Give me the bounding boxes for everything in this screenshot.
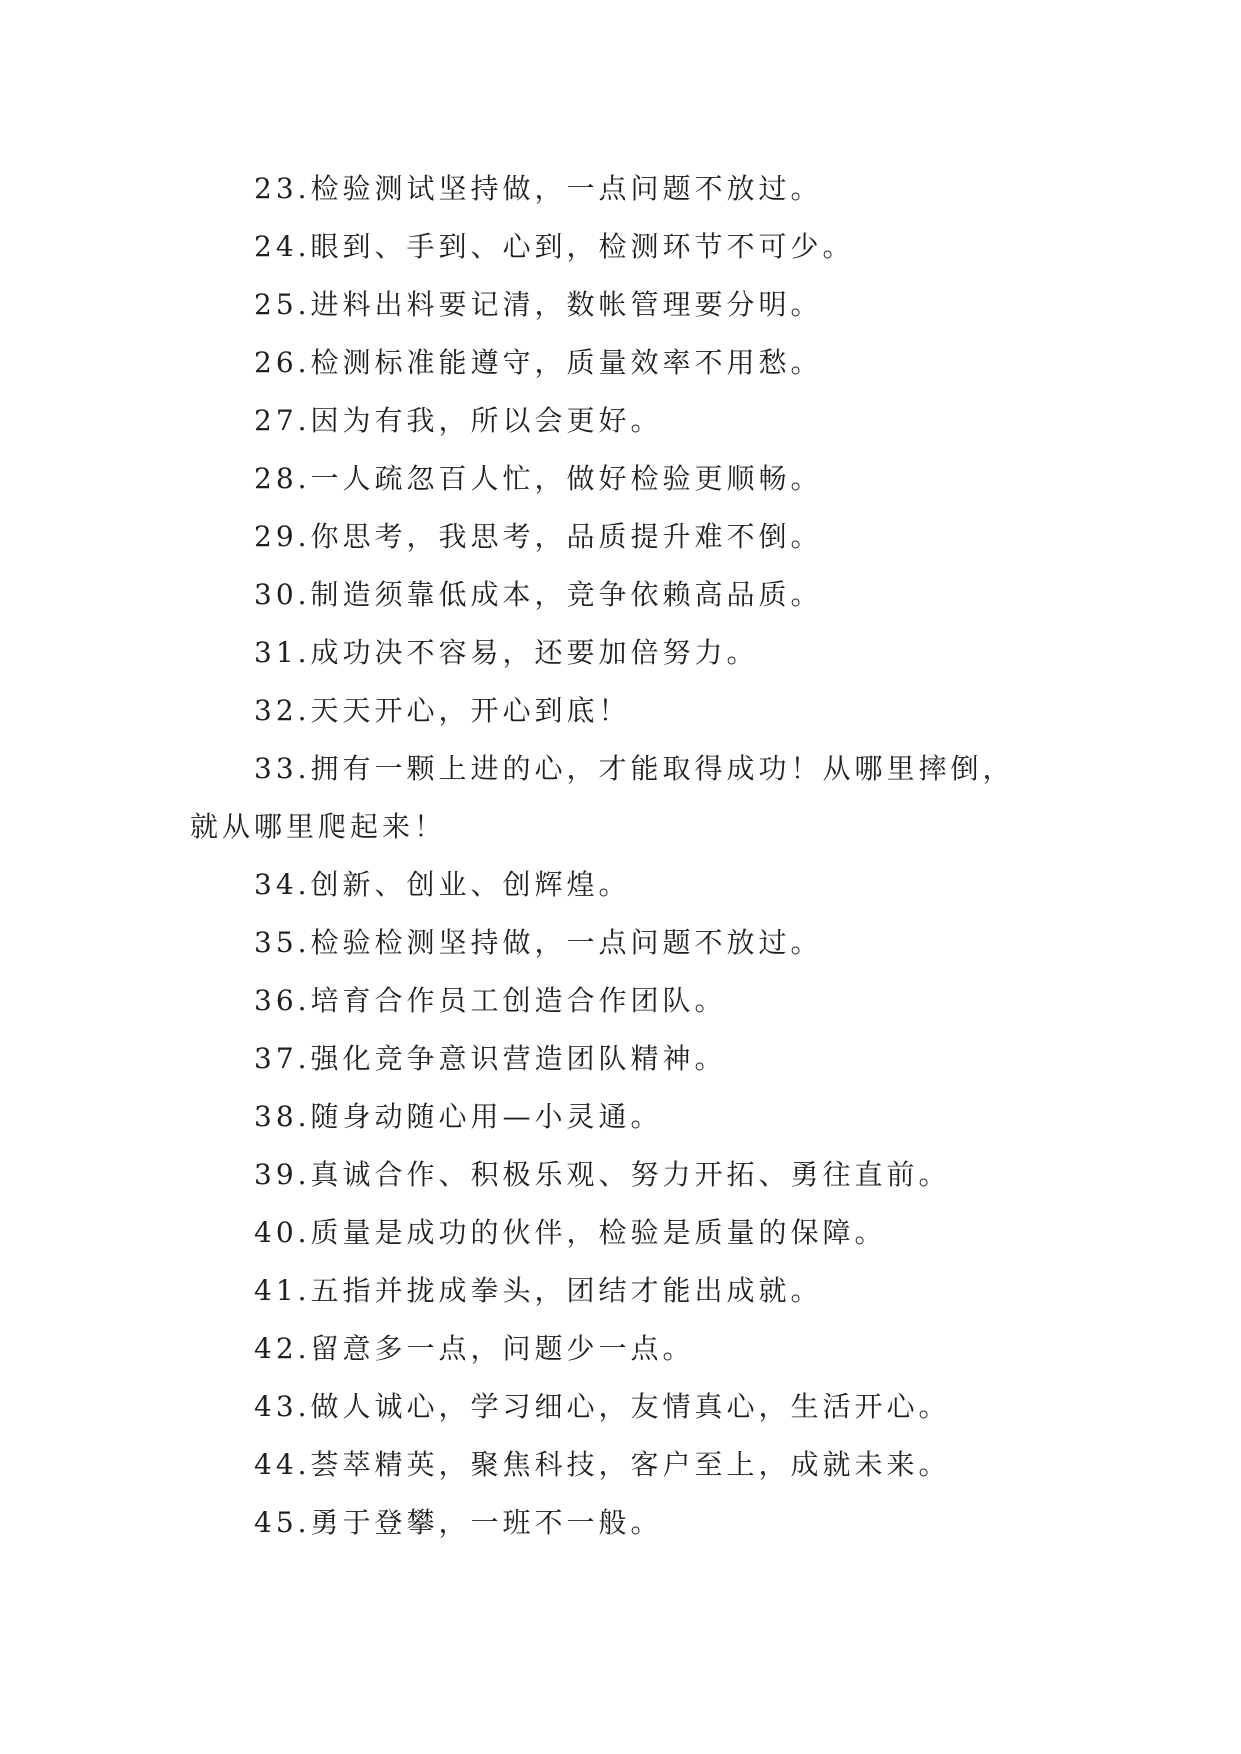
slogan-43: 43.做人诚心，学习细心，友情真心，生活开心。 [254, 1390, 951, 1423]
slogan-36: 36.培育合作员工创造合作团队。 [254, 984, 727, 1017]
slogan-40: 40.质量是成功的伙伴，检验是质量的保障。 [254, 1216, 887, 1249]
slogan-29: 29.你思考，我思考，品质提升难不倒。 [254, 520, 823, 553]
slogan-42: 42.留意多一点，问题少一点。 [254, 1332, 695, 1365]
slogan-39: 39.真诚合作、积极乐观、努力开拓、勇往直前。 [254, 1158, 951, 1191]
slogan-41: 41.五指并拢成拳头，团结才能出成就。 [254, 1274, 823, 1307]
slogan-31: 31.成功决不容易，还要加倍努力。 [254, 636, 759, 669]
slogan-25: 25.进料出料要记清，数帐管理要分明。 [254, 288, 823, 321]
slogan-24: 24.眼到、手到、心到，检测环节不可少。 [254, 230, 855, 263]
slogan-27: 27.因为有我，所以会更好。 [254, 404, 663, 437]
slogan-33: 33.拥有一颗上进的心，才能取得成功！从哪里摔倒，就从哪里爬起来！ [190, 752, 1015, 843]
slogan-26: 26.检测标准能遵守，质量效率不用愁。 [254, 346, 823, 379]
slogan-37: 37.强化竞争意识营造团队精神。 [254, 1042, 727, 1075]
slogan-23: 23.检验测试坚持做，一点问题不放过。 [254, 172, 823, 205]
slogan-35: 35.检验检测坚持做，一点问题不放过。 [254, 926, 823, 959]
slogan-28: 28.一人疏忽百人忙，做好检验更顺畅。 [254, 462, 823, 495]
slogan-34: 34.创新、创业、创辉煌。 [254, 868, 631, 901]
slogan-30: 30.制造须靠低成本，竞争依赖高品质。 [254, 578, 823, 611]
slogan-38: 38.随身动随心用—小灵通。 [254, 1100, 663, 1133]
document-body [190, 160, 1045, 1552]
slogan-32: 32.天天开心，开心到底！ [254, 694, 631, 727]
slogan-45: 45.勇于登攀，一班不一般。 [254, 1506, 663, 1539]
slogan-44: 44.荟萃精英，聚焦科技，客户至上，成就未来。 [254, 1448, 951, 1481]
